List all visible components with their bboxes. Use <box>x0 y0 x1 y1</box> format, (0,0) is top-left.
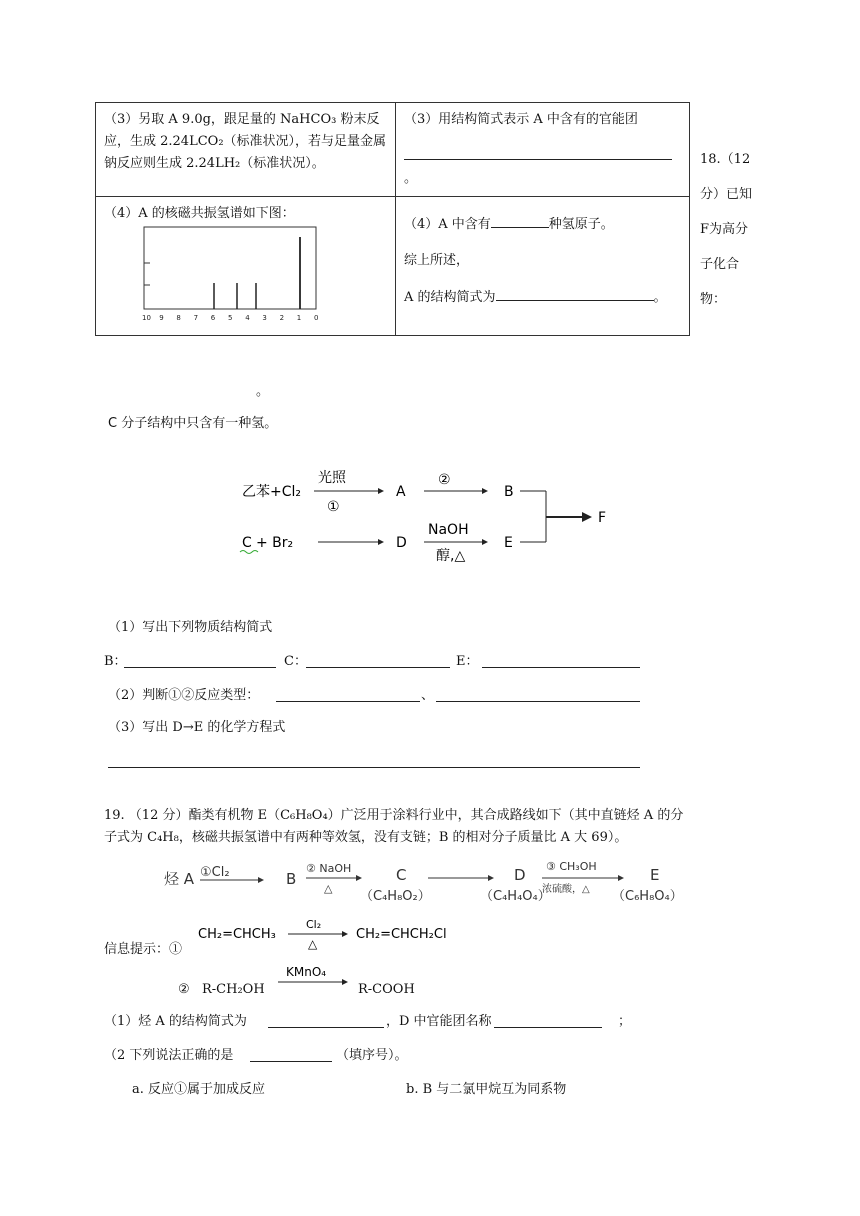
q17-table <box>95 102 690 336</box>
scheme-E: E <box>504 535 513 551</box>
q17-c4-structure-blank[interactable] <box>496 286 654 301</box>
q19-intro-2: 子式为 C₄H₈，核磁共振氢谱中有两种等效氢，没有支链；B 的相对分子质量比 A 大 69）。 <box>104 830 628 845</box>
q19-option-a: a. 反应①属于加成反应 <box>132 1082 266 1097</box>
q19-A-structure-blank[interactable] <box>268 1027 384 1028</box>
route-C: C <box>396 866 407 884</box>
q18-note: C 分子结构中只含有一种氢。 <box>108 416 278 431</box>
q18-reaction-scheme <box>230 462 630 572</box>
nmr-tick-label: 6 <box>210 314 216 322</box>
q18-p3: （3）写出 D→E 的化学方程式 <box>108 720 286 735</box>
route-s3b: 浓硫酸，△ <box>542 884 590 895</box>
scheme-alcohol: 醇,△ <box>436 548 466 564</box>
scheme-F: F <box>598 510 607 526</box>
route-E-formula: （C₆H₈O₄） <box>612 889 683 904</box>
info1-right: CH₂=CHCH₂Cl <box>356 927 447 942</box>
q17-c3-end: 。 <box>404 171 418 186</box>
route-s2b: △ <box>324 882 333 895</box>
info2-left: R-CH₂OH <box>202 982 265 997</box>
q19-p1b: ，D 中官能团名称 <box>386 1014 492 1029</box>
nmr-tick-label: 3 <box>262 314 267 322</box>
info1-left: CH₂=CHCH₃ <box>198 927 276 942</box>
q18-type2-blank[interactable] <box>436 701 640 702</box>
q17-cell-3-right <box>396 103 690 197</box>
q17-c3-left-text: （3）另取 A 9.0g，跟足量的 NaHCO₃ 粉末反应，生成 2.24LCO₂（标准状况），若与足量金属钠反应则生成 2.24LH₂（标准状况）。 <box>104 112 387 171</box>
q18-p1-e: E： <box>456 654 479 669</box>
q18-b-blank[interactable] <box>124 667 276 668</box>
route-D-formula: （C₄H₄O₄） <box>480 889 551 904</box>
q18-type1-blank[interactable] <box>276 701 420 702</box>
nmr-tick-label: 2 <box>279 314 285 322</box>
q18-p1-b: B： <box>104 654 127 669</box>
scheme-br2: + Br₂ <box>256 535 294 551</box>
info1-below: △ <box>308 937 318 951</box>
q17-c4-r1a: （4）A 中含有 <box>404 217 491 232</box>
q19-p1a: （1）烃 A 的结构简式为 <box>104 1014 247 1029</box>
nmr-tick-label: 1 <box>296 314 302 322</box>
q18-p1: （1）写出下列物质结构简式 <box>108 620 273 635</box>
route-E: E <box>650 866 660 884</box>
q19-option-b: b. B 与二氯甲烷互为同系物 <box>406 1082 567 1097</box>
q18-p2-sep: 、 <box>421 688 435 703</box>
scheme-r1-num: ① <box>327 499 340 515</box>
scheme-C: C <box>242 535 252 551</box>
info2-num: ② <box>178 982 190 997</box>
q17-cell-4-left <box>96 197 396 336</box>
scheme-naoh: NaOH <box>428 522 469 538</box>
q19-p1c: ； <box>618 1014 632 1029</box>
route-s3a: ③ CH₃OH <box>546 860 597 873</box>
q18-e-blank[interactable] <box>482 667 640 668</box>
nmr-tick-label: 5 <box>228 314 233 322</box>
route-A: 烃 A <box>164 870 195 888</box>
q19-p2b: （填序号）。 <box>336 1048 408 1063</box>
q18-p1-c: C： <box>284 654 307 669</box>
q17-c4-h-count-blank[interactable] <box>491 213 549 228</box>
info2-above: KMnO₄ <box>286 965 327 979</box>
q19-info-label: 信息提示：① <box>104 942 183 957</box>
scheme-D: D <box>396 535 407 551</box>
nmr-tick-label: 8 <box>176 314 181 322</box>
info2-right: R-COOH <box>358 982 415 997</box>
q19-intro-1: 19. （12 分）酯类有机物 E（C₆H₈O₄）广泛用于涂料行业中，其合成路线如下（其中直链烃 A 的分 <box>104 808 684 823</box>
nmr-tick-label: 9 <box>159 314 164 322</box>
q17-c4-r2: 综上所述， <box>404 253 470 268</box>
route-C-formula: （C₄H₈O₂） <box>360 889 431 904</box>
q19-choice-blank[interactable] <box>250 1061 332 1062</box>
q18-equation-blank[interactable] <box>108 767 640 768</box>
q19-info-1 <box>196 914 466 954</box>
nmr-tick-label: 10 <box>142 314 151 322</box>
nmr-tick-label: 7 <box>193 314 199 322</box>
q18-p2: （2）判断①②反应类型： <box>108 688 260 703</box>
scheme-r1b-num: ② <box>438 472 451 488</box>
q17-cell-3-left <box>96 103 396 197</box>
q17-c4-r3b: 。 <box>653 290 667 305</box>
route-s1: ①Cl₂ <box>200 865 230 880</box>
q17-c3-answer-blank[interactable] <box>404 145 672 160</box>
route-s2a: ② NaOH <box>306 862 352 875</box>
q18-side-text: 18.（12分）已知F为高分子化合物： <box>700 152 753 307</box>
q19-synthesis-route <box>150 856 710 912</box>
nmr-tick-label: 4 <box>245 314 250 322</box>
info1-above: Cl₂ <box>306 918 322 931</box>
q18-c-blank[interactable] <box>306 667 450 668</box>
scheme-B: B <box>504 484 514 500</box>
q19-D-group-blank[interactable] <box>494 1027 602 1028</box>
q17-c4-r1b: 种氢原子。 <box>548 217 614 232</box>
q17-c4-r3a: A 的结构简式为 <box>404 290 496 305</box>
q18-dot: 。 <box>256 384 270 399</box>
info2-arrow <box>276 962 356 992</box>
route-B: B <box>286 870 297 888</box>
q19-p2a: （2 下列说法正确的是 <box>104 1048 234 1063</box>
nmr-tick-label: 0 <box>314 314 319 322</box>
q17-c4-left-text: （4）A 的核磁共振氢谱如下图： <box>104 206 295 221</box>
q17-cell-4-right <box>396 197 690 336</box>
nmr-frame <box>144 227 316 309</box>
scheme-r1-cond: 光照 <box>318 470 346 486</box>
scheme-A: A <box>396 484 406 500</box>
nmr-spectrum <box>134 223 334 329</box>
q17-c3-right-text: （3）用结构简式表示 A 中含有的官能团 <box>404 112 638 127</box>
scheme-start-1: 乙苯+Cl₂ <box>242 484 302 500</box>
route-D: D <box>514 866 526 884</box>
